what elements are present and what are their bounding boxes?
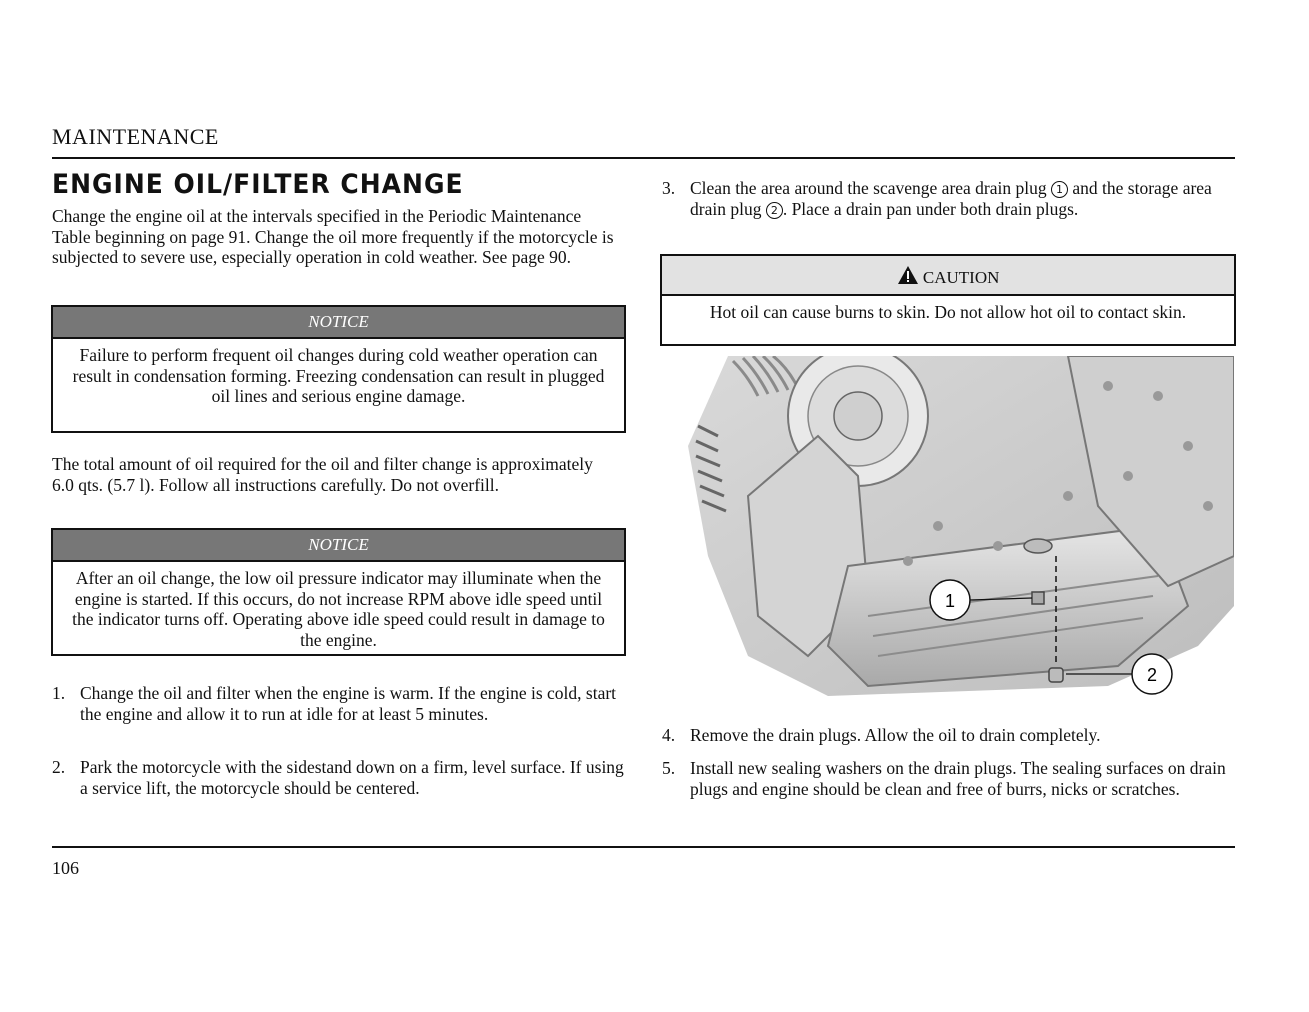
total-oil-paragraph: The total amount of oil required for the oil and filter change is approximately 6.0 qts. (5.7 l). Follow all instructions carefully. Do not overfill. [52, 454, 593, 495]
engine-illustration [688, 356, 1234, 710]
callout-1: 1 [944, 591, 956, 611]
caution-heading [662, 256, 1234, 296]
callout-2: 2 [1146, 665, 1158, 685]
notice-box-oil-pressure [51, 528, 626, 656]
notice-body: Failure to perform frequent oil changes during cold weather operation can result in condensation forming. Freezing condensation can result in plugged oil lines and serious engine damage. [72, 345, 605, 406]
step-text [690, 178, 1234, 219]
step-1 [52, 683, 627, 724]
step-text: Change the oil and filter when the engine is warm. If the engine is cold, start the engine and allow it to run at idle for at least 5 minutes. [80, 683, 617, 724]
step-3 [662, 178, 1234, 219]
step-number: 1. [52, 683, 66, 703]
engine-drawing [688, 356, 1234, 710]
step-text-part: and the storage area drain plug [690, 178, 1212, 219]
notice-heading: NOTICE [53, 307, 624, 339]
caution-body: Hot oil can cause burns to skin. Do not allow hot oil to contact skin. [709, 302, 1187, 322]
marker-2: 2 [766, 202, 783, 219]
caution-box [660, 254, 1236, 346]
notice-body: After an oil change, the low oil pressure indicator may illuminate when the engine is started. If this occurs, do not increase RPM above idle speed until the indicator turns off. Operating above idle speed could result in damage to the engine. [72, 568, 605, 650]
header-rule [52, 157, 1235, 159]
caution-label: CAUTION [922, 268, 1000, 287]
step-number: 5. [662, 758, 676, 778]
step-text: Park the motorcycle with the sidestand down on a firm, level surface. If using a service lift, the motorcycle should be centered. [80, 757, 624, 798]
step-5 [662, 758, 1234, 799]
section-label: MAINTENANCE [52, 124, 219, 149]
footer-rule [52, 846, 1235, 848]
step-text: Install new sealing washers on the drain plugs. The sealing surfaces on drain plugs and engine should be clean and free of burrs, nicks or scratches. [690, 758, 1226, 799]
step-text-part: . Place a drain pan under both drain plugs. [782, 198, 1079, 219]
step-2 [52, 757, 627, 798]
page-title: ENGINE OIL/FILTER CHANGE [52, 168, 464, 200]
step-number: 4. [662, 725, 676, 745]
notice-heading: NOTICE [53, 530, 624, 562]
step-text-part: Clean the area around the scavenge area drain plug [690, 178, 1047, 198]
step-text: Remove the drain plugs. Allow the oil to drain completely. [690, 725, 1101, 745]
step-number: 3. [662, 178, 676, 198]
warning-triangle-icon [897, 265, 919, 285]
step-number: 2. [52, 757, 66, 777]
intro-paragraph: Change the engine oil at the intervals specified in the Periodic Maintenance Table beginning on page 91. Change the oil more frequently if the motorcycle is subjected to severe use, especially operation in cold weather. See page 90. [52, 206, 614, 267]
page-number: 106 [52, 858, 79, 878]
marker-1: 1 [1051, 181, 1068, 198]
notice-box-cold-weather [51, 305, 626, 433]
step-4 [662, 725, 1234, 746]
